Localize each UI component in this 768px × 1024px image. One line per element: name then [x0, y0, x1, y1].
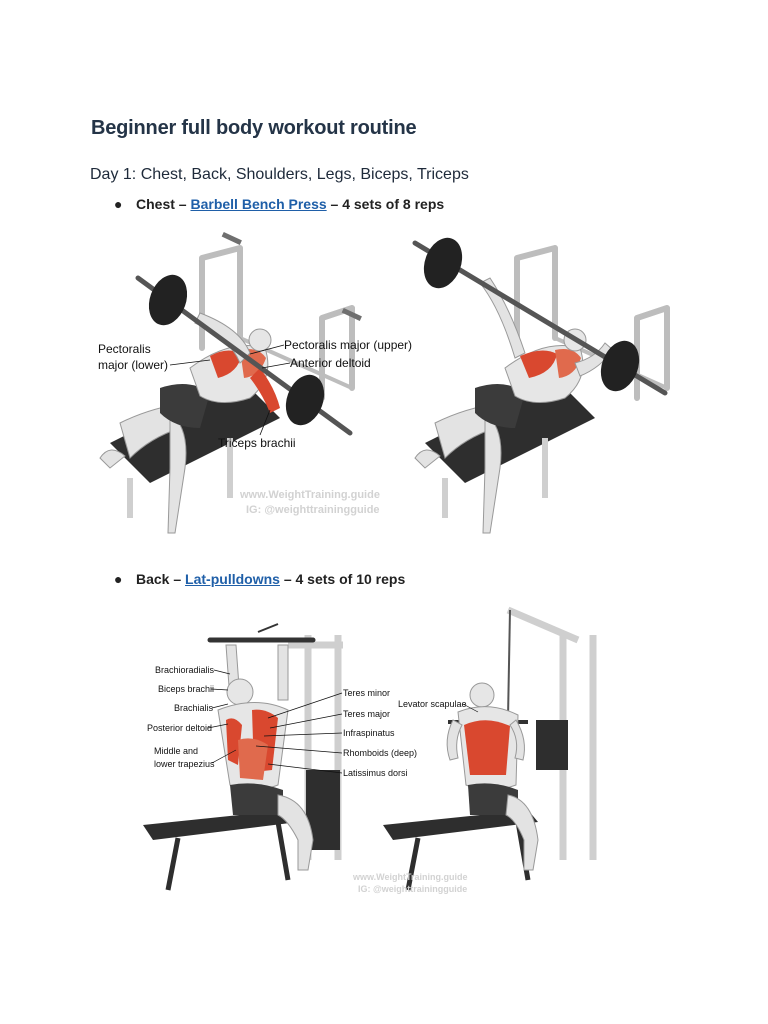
dash: –	[178, 196, 187, 212]
watermark-site: www.WeightTraining.guide	[240, 489, 380, 501]
lat-pulldowns-link[interactable]: Lat-pulldowns	[185, 571, 280, 587]
label-rhomboids: Rhomboids (deep)	[343, 748, 418, 758]
document-title: Beginner full body workout routine	[91, 117, 417, 139]
label-triceps: Triceps brachii	[218, 436, 296, 450]
barbell-bench-press-link[interactable]: Barbell Bench Press	[190, 196, 327, 212]
label-brachialis: Brachialis	[174, 703, 214, 713]
bench-press-end-figure	[415, 232, 667, 533]
label-trapezius-1: Middle and	[154, 746, 199, 756]
label-posterior-deltoid: Posterior deltoid	[147, 723, 213, 733]
label-anterior-deltoid: Anterior deltoid	[290, 356, 371, 370]
label-teres-minor: Teres minor	[343, 688, 391, 698]
muscle-label: Back	[136, 571, 170, 587]
lat-pulldown-back-figure	[143, 624, 417, 890]
sets-reps: – 4 sets of 8 reps	[330, 196, 445, 212]
label-biceps: Biceps brachii	[158, 684, 215, 694]
watermark-ig-2: IG: @weighttrainingguide	[358, 884, 468, 894]
muscle-label: Chest	[136, 196, 175, 212]
sets-reps: – 4 sets of 10 reps	[283, 571, 406, 587]
label-trapezius-2: lower trapezius	[154, 759, 215, 769]
bench-press-illustration	[90, 228, 680, 546]
label-infraspinatus: Infraspinatus	[343, 728, 395, 738]
label-levator-scapulae: Levator scapulae	[398, 699, 467, 709]
watermark-site-2: www.WeightTraining.guide	[353, 872, 468, 882]
lat-pulldown-illustration	[138, 600, 598, 906]
label-brachioradialis: Brachioradialis	[155, 665, 215, 675]
bullet-icon: ●	[114, 571, 123, 587]
label-pec-upper: Pectoralis major (upper)	[284, 338, 413, 352]
watermark-ig: IG: @weighttrainingguide	[246, 504, 380, 516]
label-latissimus: Latissimus dorsi	[343, 768, 408, 778]
bench-press-start-figure	[98, 232, 412, 533]
exercise-item-chest	[114, 196, 444, 212]
day-1-heading: Day 1: Chest, Back, Shoulders, Legs, Biceps, Triceps	[90, 166, 469, 183]
label-pec-lower-2: major (lower)	[98, 358, 169, 372]
exercise-item-back	[114, 571, 405, 587]
label-pec-lower-1: Pectoralis	[98, 342, 151, 356]
dash: –	[173, 571, 182, 587]
label-teres-major: Teres major	[343, 709, 391, 719]
bullet-icon: ●	[114, 196, 123, 212]
